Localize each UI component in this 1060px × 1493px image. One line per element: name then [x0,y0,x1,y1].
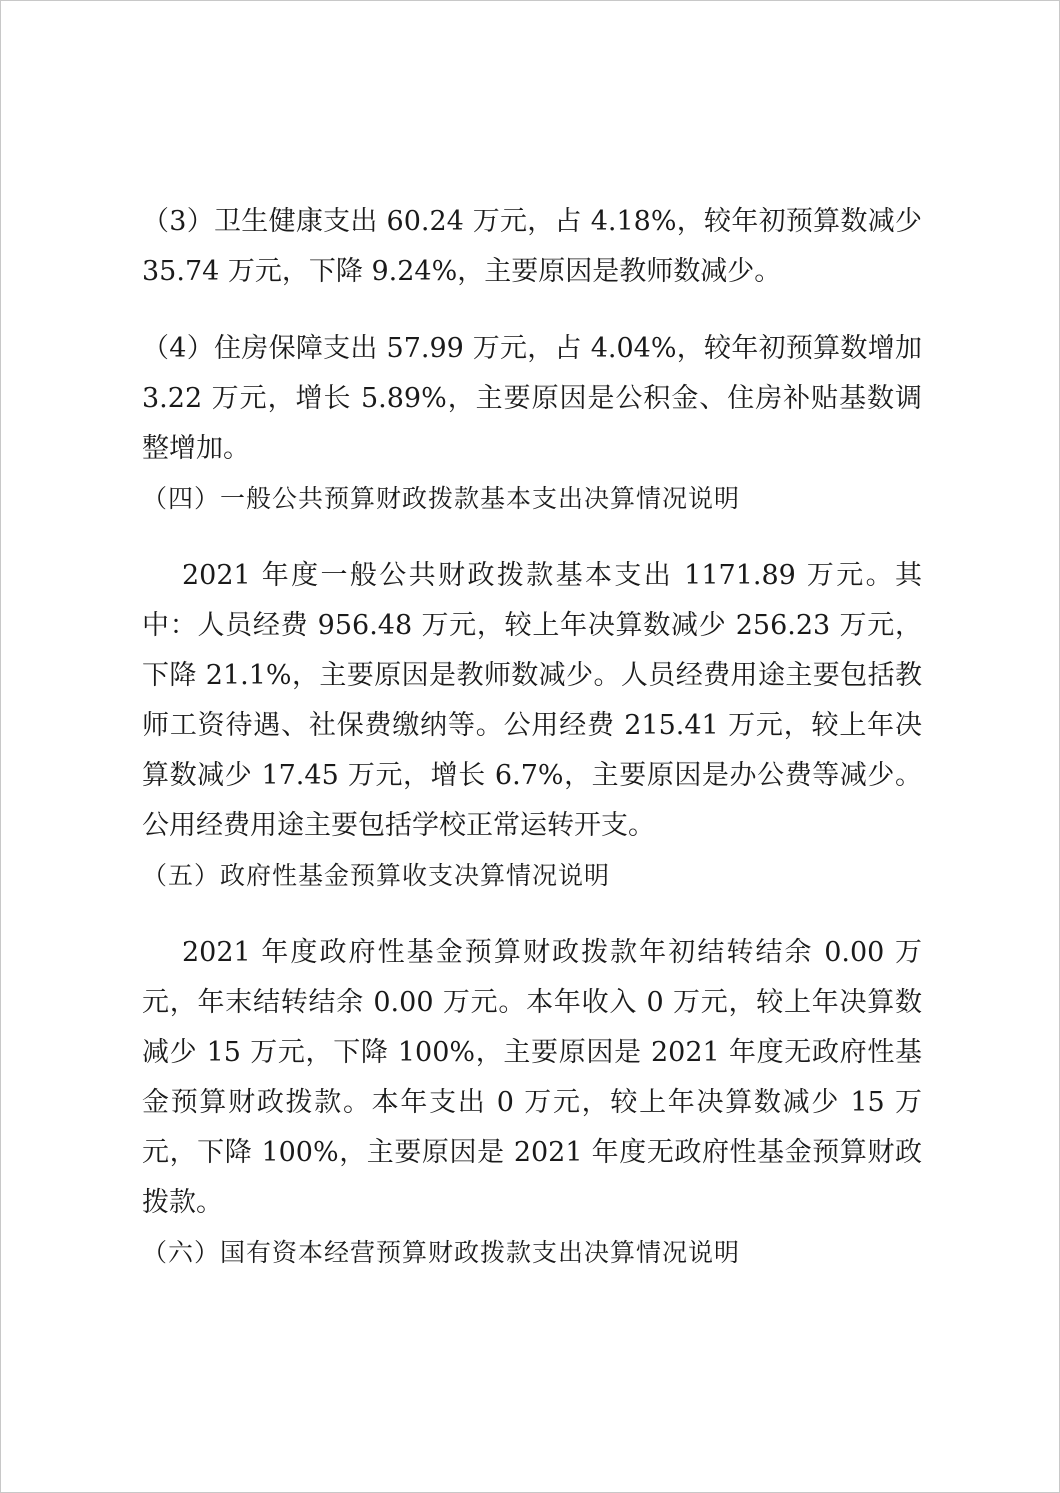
section-5-heading: （五）政府性基金预算收支决算情况说明 [142,861,611,890]
page-content [142,197,922,1278]
section-5-body: 2021 年度政府性基金预算财政拨款年初结转结余 0.00 万元，年末结转结余 0.00 万元。本年收入 0 万元，较上年决算数减少 15 万元，下降 100%，主要原因是 2021 年度无政府性基金预算财政拨款。本年支出 0 万元，较上年决算数减少 15 万元，下降 100%，主要原因是 2021 年度无政府性基金预算财政拨款。 [142,937,922,1218]
section-4-body: 2021 年度一般公共财政拨款基本支出 1171.89 万元。其中：人员经费 956.48 万元，较上年决算数减少 256.23 万元，下降 21.1%，主要原因是教师数减少。人员经费用途主要包括教师工资待遇、社保费缴纳等。公用经费 215.41 万元，较上年决算数减少 17.45 万元，增长 6.7%，主要原因是办公费等减少。公用经费用途主要包括学校正常运转开支。 [142,560,922,841]
section-4-heading: （四）一般公共预算财政拨款基本支出决算情况说明 [142,484,741,513]
section-6-heading: （六）国有资本经营预算财政拨款支出决算情况说明 [142,1238,741,1267]
health-expenditure-paragraph: （3）卫生健康支出 60.24 万元，占 4.18%，较年初预算数减少 35.74 万元，下降 9.24%，主要原因是教师数减少。 [142,206,922,287]
housing-expenditure-paragraph: （4）住房保障支出 57.99 万元，占 4.04%，较年初预算数增加 3.22 万元，增长 5.89%，主要原因是公积金、住房补贴基数调整增加。 [142,333,922,464]
